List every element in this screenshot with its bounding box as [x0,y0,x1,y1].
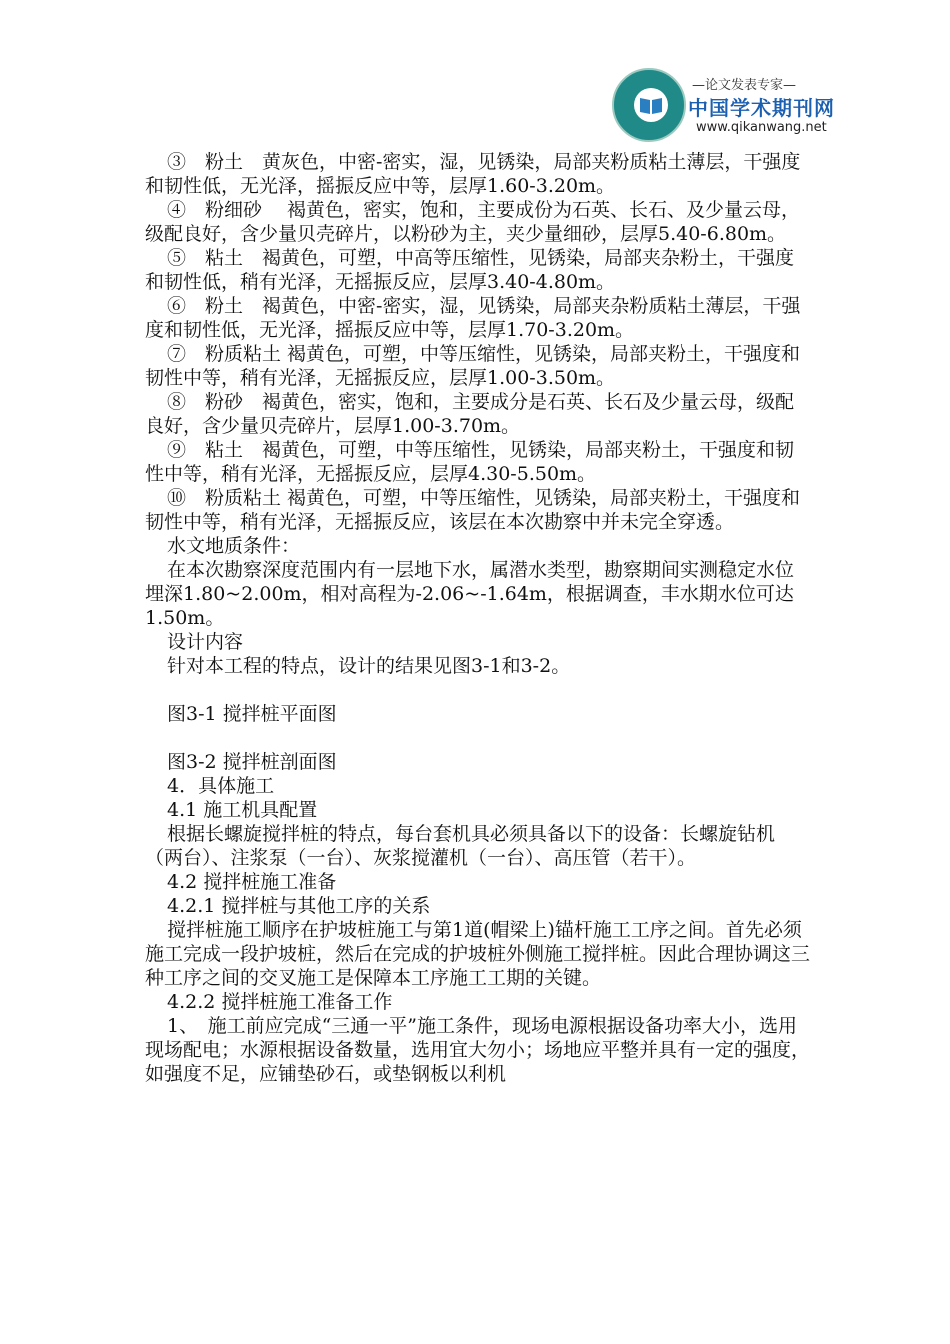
paragraph: ③ 粉土 黄灰色，中密-密实，湿，见锈染，局部夹粉质粘土薄层，干强度和韧性低，无光泽，摇振反应中等，层厚1.60-3.20m。 [145,151,801,197]
book-icon [634,88,668,122]
section-heading: 4.1 施工机具配置 [167,799,318,821]
paragraph: ⑩ 粉质粘土 褐黄色，可塑，中等压缩性，见锈染，局部夹粉土，干强度和韧性中等，稍有光泽，无摇振反应，该层在本次勘察中并未完全穿透。 [145,487,801,533]
section-heading: 设计内容 [167,631,244,653]
paragraph: 针对本工程的特点，设计的结果见图3-1和3-2。 [167,655,571,677]
paragraph: ④ 粉细砂 褐黄色，密实，饱和，主要成份为石英、长石、及少量云母，级配良好，含少量贝壳碎片，以粉砂为主，夹少量细砂，层厚5.40-6.80m。 [145,199,801,245]
section-heading: 4.2 搅拌桩施工准备 [167,871,337,893]
logo-tagline: —论文发表专家— [692,78,797,93]
paragraph: ⑧ 粉砂 褐黄色，密实，饱和，主要成分是石英、长石及少量云母，级配良好，含少量贝壳碎片，层厚1.00-3.70m。 [145,391,795,437]
section-heading: 4.2.2 搅拌桩施工准备工作 [167,991,393,1013]
document-body [145,150,810,1086]
paragraph: ⑥ 粉土 褐黄色，中密-密实，湿，见锈染，局部夹杂粉质粘土薄层，干强度和韧性低，无光泽，摇振反应中等，层厚1.70-3.20m。 [145,295,801,341]
paragraph: ⑨ 粘土 褐黄色，可塑，中等压缩性，见锈染，局部夹粉土，干强度和韧性中等，稍有光泽，无摇振反应，层厚4.30-5.50m。 [145,439,795,485]
paragraph: 1、 施工前应完成“三通一平”施工条件，现场电源根据设备功率大小，选用现场配电；水源根据设备数量，选用宜大勿小；场地应平整并具有一定的强度，如强度不足，应铺垫砂石，或垫钢板以利机 [145,1015,811,1085]
paragraph: 根据长螺旋搅拌桩的特点，每台套机具必须具备以下的设备：长螺旋钻机（两台）、注浆泵（一台）、灰浆搅灌机（一台）、高压管（若干）。 [145,823,776,869]
paragraph: ⑤ 粘土 褐黄色，可塑，中高等压缩性，见锈染，局部夹杂粉土，干强度和韧性低，稍有光泽，无摇振反应，层厚3.40-4.80m。 [145,247,795,293]
section-heading: 水文地质条件： [167,535,301,557]
logo-name: 中国学术期刊网 [688,96,835,120]
section-heading: 4.2.1 搅拌桩与其他工序的关系 [167,895,431,917]
section-heading: 4．具体施工 [167,775,275,797]
figure-caption: 图3-1 搅拌桩平面图 [167,703,337,725]
paragraph: ⑦ 粉质粘土 褐黄色，可塑，中等压缩性，见锈染，局部夹粉土，干强度和韧性中等，稍有光泽，无摇振反应，层厚1.00-3.50m。 [145,343,801,389]
globe-book-icon [612,68,686,142]
figure-caption: 图3-2 搅拌桩剖面图 [167,751,337,773]
paragraph: 在本次勘察深度范围内有一层地下水，属潜水类型，勘察期间实测稳定水位埋深1.80~2.00m，相对高程为-2.06~-1.64m，根据调查，丰水期水位可达1.50m。 [145,559,795,629]
logo-url: www.qikanwang.net [696,120,827,135]
site-logo [610,66,835,146]
paragraph: 搅拌桩施工顺序在护坡桩施工与第1道(帽梁上)锚杆施工工序之间。首先必须施工完成一段护坡桩，然后在完成的护坡桩外侧施工搅拌桩。因此合理协调这三种工序之间的交叉施工是保障本工序施工工期的关键。 [145,919,811,989]
